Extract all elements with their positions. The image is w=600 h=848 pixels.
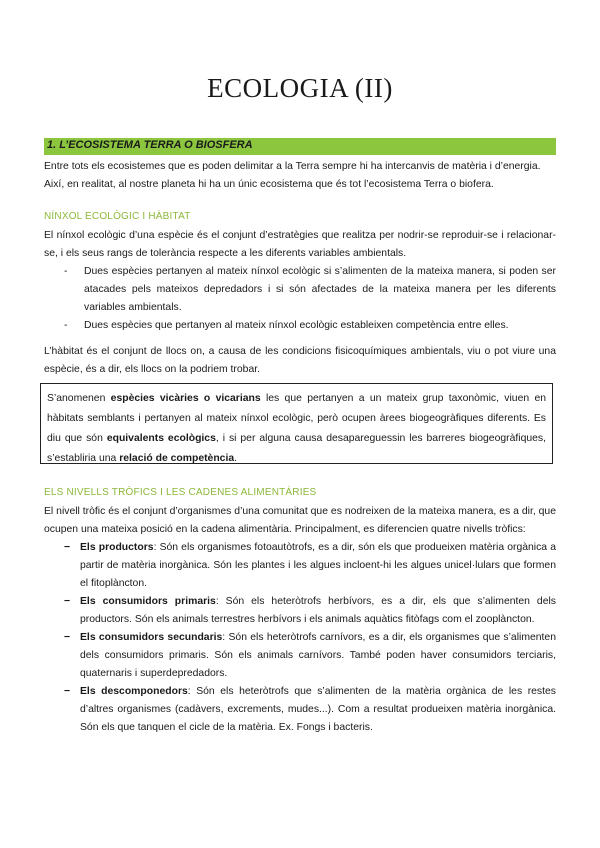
list-item-text: Dues espècies pertanyen al mateix nínxol ecològic si s’alimenten de la mateixa manera, si poden ser atacades pels mateixos depredadors i si són afectades de la mateixa manera per les diferents variables ambientals. bbox=[84, 266, 556, 313]
box-bold-term: equivalents ecològics bbox=[106, 433, 216, 444]
list-item-text: : Són els organismes fotoautòtrofs, es a dir, són els que produeixen matèria orgànica a partir de matèria inorgànica. Són les plantes i les algues incloent-hi les algues unicel·lulars que formen el fitoplàncton. bbox=[80, 542, 556, 589]
list-item bbox=[64, 683, 556, 737]
box-text: S’anomenen bbox=[47, 393, 111, 404]
list-dash: - bbox=[64, 320, 68, 331]
nivells-paragraph: El nivell tròfic és el conjunt d’organismes d’una comunitat que es nodreixen de la mateixa manera, es a dir, que ocupen una mateixa posició en la cadena alimentària. Principalment, es diferencien quatre nivells tròfics: bbox=[44, 506, 556, 535]
list-dash: − bbox=[64, 632, 71, 643]
box-bold-term: espècies vicàries o vicarians bbox=[110, 393, 261, 404]
ninxol-paragraph: El nínxol ecològic d’una espècie és el conjunt d’estratègies que realitza per nodrir-se reproduir-se i relacionar-se, i els seus rangs de tolerància respecte a les diferents variables ambientals. bbox=[44, 230, 556, 259]
list-dash: − bbox=[64, 542, 71, 553]
box-text: , i si per alguna causa desapareguessin les barreres biogeogràfiques, s’establiria una bbox=[47, 433, 546, 464]
list-item bbox=[64, 263, 556, 317]
list-dash: − bbox=[64, 596, 71, 607]
box-bold-term: relació de competència bbox=[119, 453, 235, 464]
list-item bbox=[64, 593, 556, 629]
list-item bbox=[64, 317, 556, 335]
list-item bbox=[64, 629, 556, 683]
list-item-term: Els consumidors secundaris bbox=[80, 632, 223, 643]
list-item-term: Els descomponedors bbox=[80, 686, 188, 697]
list-item-text: Dues espècies que pertanyen al mateix nínxol ecològic estableixen competència entre elles. bbox=[84, 320, 509, 331]
definition-box bbox=[40, 383, 553, 464]
list-item-text: : Són els heteròtrofs carnívors, es a dir, els organismes que s’alimenten dels consumidors primaris. Són els animals carnívors. També poden haver consumidors terciaris, quaternaris i superdepredadors. bbox=[80, 632, 556, 679]
subheading-nivells: ELS NIVELLS TRÒFICS I LES CADENES ALIMENTÀRIES bbox=[44, 487, 317, 498]
list-item bbox=[64, 539, 556, 593]
habitat-paragraph: L’hàbitat és el conjunt de llocs on, a causa de les condicions fisicoquímiques ambientals, viu o pot viure una espècie, és a dir, els llocs on la podriem trobar. bbox=[44, 346, 556, 375]
list-dash: - bbox=[64, 266, 68, 277]
subheading-ninxol: NÍNXOL ECOLÒGIC I HÀBITAT bbox=[44, 211, 191, 222]
section-heading-bar bbox=[44, 138, 556, 155]
intro-line-1: Entre tots els ecosistemes que es poden delimitar a la Terra sempre hi ha intercanvis de matèria i d’energia. bbox=[44, 161, 541, 172]
list-item-term: Els productors bbox=[80, 542, 154, 553]
intro-line-2: Així, en realitat, al nostre planeta hi ha un únic ecosistema que és tot l’ecosistema Terra o biofera. bbox=[44, 179, 494, 190]
box-text: . bbox=[234, 453, 238, 464]
section-heading: 1. L’ECOSISTEMA TERRA O BIOSFERA bbox=[47, 139, 253, 151]
list-dash: − bbox=[64, 686, 71, 697]
box-text: les que pertanyen a un mateix grup taxonòmic, viuen en hàbitats semblants i pertanyen al mateix nínxol ecològic, però ocupen àrees biogeogràfiques diferents. Es diu que són bbox=[47, 393, 546, 444]
list-item-text: : Són els heteròtrofs que s’alimenten de la matèria orgànica de les restes d’altres organismes (cadàvers, excrements, mudes...). Com a resultat produeixen matèria inorgànica. Són els que tanquen el cicle de la matèria. Ex. Fongs i bacteris. bbox=[80, 686, 556, 733]
list-item-text: : Són els heteròtrofs herbívors, es a dir, els que s’alimenten dels productors. Són els animals terrestres herbívors i els animals aquàtics fitòfags com el zooplàncton. bbox=[80, 596, 556, 625]
list-item-term: Els consumidors primaris bbox=[80, 596, 216, 607]
page-title: ECOLOGIA (II) bbox=[207, 73, 393, 103]
